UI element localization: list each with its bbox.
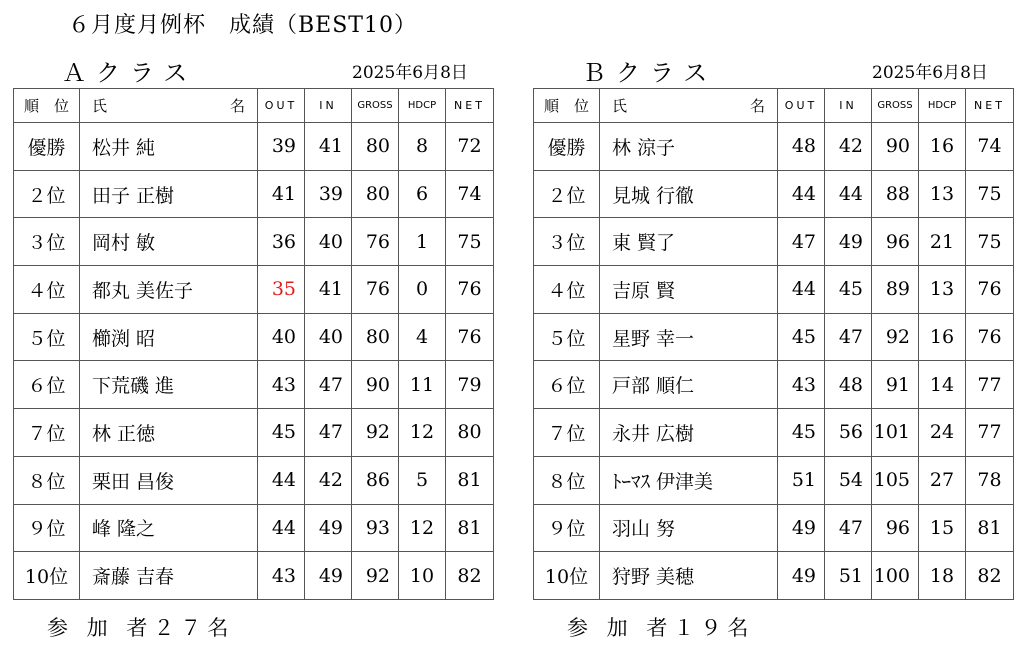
header-out: OUT (778, 89, 825, 123)
gross-score-cell: 96 (872, 504, 919, 552)
net-score-cell: 81 (966, 504, 1014, 552)
out-score-cell: 45 (778, 409, 825, 457)
out-score-cell: 43 (258, 552, 305, 600)
rank-cell: 優勝 (14, 123, 80, 171)
player-name-cell: 松井 純 (80, 123, 258, 171)
hdcp-cell: 10 (399, 552, 446, 600)
net-score-cell: 76 (966, 266, 1014, 314)
hdcp-cell: 0 (399, 266, 446, 314)
in-score-cell: 45 (825, 266, 872, 314)
player-name-cell: 羽山 努 (600, 504, 778, 552)
gross-score-cell: 90 (872, 123, 919, 171)
player-name-cell: 岡村 敏 (80, 218, 258, 266)
table-row (534, 456, 1014, 504)
table-row (14, 170, 494, 218)
header-name-family: 氏 (612, 97, 628, 115)
out-score-cell: 49 (778, 504, 825, 552)
header-hdcp: HDCP (919, 89, 966, 123)
out-score-cell: 36 (258, 218, 305, 266)
hdcp-cell: 11 (399, 361, 446, 409)
player-name-cell: 都丸 美佐子 (80, 266, 258, 314)
out-score-cell: 51 (778, 456, 825, 504)
player-name-cell: 下荒磯 進 (80, 361, 258, 409)
in-score-cell: 40 (305, 313, 352, 361)
class-a-date: 2025年6月8日 (352, 63, 468, 83)
rank-cell: ３位 (14, 218, 80, 266)
in-score-cell: 49 (825, 218, 872, 266)
player-name-cell: 吉原 賢 (600, 266, 778, 314)
player-name-cell: 永井 広樹 (600, 409, 778, 457)
hdcp-cell: 15 (919, 504, 966, 552)
in-score-cell: 48 (825, 361, 872, 409)
in-score-cell: 47 (825, 504, 872, 552)
player-name-cell: 見城 行徹 (600, 170, 778, 218)
header-hdcp: HDCP (399, 89, 446, 123)
hdcp-cell: 12 (399, 409, 446, 457)
in-score-cell: 42 (305, 456, 352, 504)
out-score-cell: 44 (778, 170, 825, 218)
net-score-cell: 78 (966, 456, 1014, 504)
gross-score-cell: 88 (872, 170, 919, 218)
class-a-rows (14, 123, 494, 600)
out-score-cell: 40 (258, 313, 305, 361)
in-score-cell: 47 (305, 409, 352, 457)
player-name-cell: 櫛渕 昭 (80, 313, 258, 361)
page-title: ６月度月例杯 成績（BEST10） (68, 13, 417, 38)
rank-cell: ９位 (14, 504, 80, 552)
class-a-title: Ａクラス (62, 59, 198, 87)
table-row (534, 313, 1014, 361)
table-row (534, 504, 1014, 552)
player-name-cell: 林 涼子 (600, 123, 778, 171)
rank-cell: ６位 (14, 361, 80, 409)
rank-cell: ８位 (14, 456, 80, 504)
player-name-cell: 東 賢了 (600, 218, 778, 266)
net-score-cell: 76 (966, 313, 1014, 361)
rank-cell: ７位 (534, 409, 600, 457)
gross-score-cell: 105 (872, 456, 919, 504)
gross-score-cell: 90 (352, 361, 399, 409)
table-row (534, 218, 1014, 266)
table-row (534, 170, 1014, 218)
gross-score-cell: 76 (352, 218, 399, 266)
out-score-cell: 45 (778, 313, 825, 361)
in-score-cell: 42 (825, 123, 872, 171)
header-in: IN (305, 89, 352, 123)
in-score-cell: 47 (825, 313, 872, 361)
in-score-cell: 49 (305, 504, 352, 552)
class-b-date: 2025年6月8日 (872, 63, 988, 83)
header-rank: 順 位 (534, 89, 600, 123)
in-score-cell: 56 (825, 409, 872, 457)
header-name-family: 氏 (92, 97, 108, 115)
gross-score-cell: 80 (352, 313, 399, 361)
player-name-cell: 星野 幸一 (600, 313, 778, 361)
out-score-cell: 44 (258, 504, 305, 552)
player-name-cell: 戸部 順仁 (600, 361, 778, 409)
gross-score-cell: 92 (352, 552, 399, 600)
rank-cell: ３位 (534, 218, 600, 266)
out-score-cell: 39 (258, 123, 305, 171)
gross-score-cell: 96 (872, 218, 919, 266)
header-gross: GROSS (352, 89, 399, 123)
in-score-cell: 49 (305, 552, 352, 600)
net-score-cell: 81 (446, 456, 494, 504)
header-in: IN (825, 89, 872, 123)
hdcp-cell: 4 (399, 313, 446, 361)
gross-score-cell: 101 (872, 409, 919, 457)
net-score-cell: 76 (446, 313, 494, 361)
hdcp-cell: 27 (919, 456, 966, 504)
net-score-cell: 79 (446, 361, 494, 409)
in-score-cell: 39 (305, 170, 352, 218)
player-name-cell: 峰 隆之 (80, 504, 258, 552)
rank-cell: ６位 (534, 361, 600, 409)
rank-cell: ４位 (14, 266, 80, 314)
out-score-cell: 43 (778, 361, 825, 409)
rank-cell: 10位 (14, 552, 80, 600)
player-name-cell: 斎藤 吉春 (80, 552, 258, 600)
gross-score-cell: 80 (352, 123, 399, 171)
rank-cell: ５位 (14, 313, 80, 361)
hdcp-cell: 1 (399, 218, 446, 266)
in-score-cell: 41 (305, 123, 352, 171)
hdcp-cell: 12 (399, 504, 446, 552)
table-row (14, 504, 494, 552)
net-score-cell: 81 (446, 504, 494, 552)
class-b-participants: 参 加 者１９名 (567, 616, 755, 640)
table-row (534, 266, 1014, 314)
player-name-cell: 田子 正樹 (80, 170, 258, 218)
out-score-cell: 44 (778, 266, 825, 314)
gross-score-cell: 76 (352, 266, 399, 314)
hdcp-cell: 16 (919, 313, 966, 361)
out-score-cell: 47 (778, 218, 825, 266)
header-net: NET (966, 89, 1014, 123)
header-name (80, 89, 258, 123)
class-a-participants: 参 加 者２７名 (47, 616, 235, 640)
class-b-rows (534, 123, 1014, 600)
hdcp-cell: 16 (919, 123, 966, 171)
in-score-cell: 44 (825, 170, 872, 218)
header-name-given: 名 (749, 97, 765, 115)
gross-score-cell: 92 (352, 409, 399, 457)
in-score-cell: 40 (305, 218, 352, 266)
net-score-cell: 82 (446, 552, 494, 600)
rank-cell: ５位 (534, 313, 600, 361)
gross-score-cell: 89 (872, 266, 919, 314)
class-b-title: Ｂクラス (582, 59, 718, 87)
header-name-given: 名 (229, 97, 245, 115)
net-score-cell: 80 (446, 409, 494, 457)
gross-score-cell: 92 (872, 313, 919, 361)
in-score-cell: 51 (825, 552, 872, 600)
table-row (534, 361, 1014, 409)
net-score-cell: 75 (966, 218, 1014, 266)
net-score-cell: 75 (446, 218, 494, 266)
header-net: NET (446, 89, 494, 123)
rank-cell: ８位 (534, 456, 600, 504)
hdcp-cell: 18 (919, 552, 966, 600)
gross-score-cell: 91 (872, 361, 919, 409)
table-row (14, 313, 494, 361)
in-score-cell: 41 (305, 266, 352, 314)
hdcp-cell: 24 (919, 409, 966, 457)
table-row (534, 409, 1014, 457)
player-name-cell: 栗田 昌俊 (80, 456, 258, 504)
net-score-cell: 77 (966, 409, 1014, 457)
rank-cell: ２位 (534, 170, 600, 218)
class-a-results-table (13, 88, 494, 600)
out-score-cell: 45 (258, 409, 305, 457)
player-name-cell: ﾄｰﾏｽ 伊津美 (600, 456, 778, 504)
hdcp-cell: 6 (399, 170, 446, 218)
out-score-cell: 44 (258, 456, 305, 504)
out-score-cell: 49 (778, 552, 825, 600)
out-score-cell: 48 (778, 123, 825, 171)
hdcp-cell: 14 (919, 361, 966, 409)
net-score-cell: 75 (966, 170, 1014, 218)
table-row (14, 456, 494, 504)
header-name (600, 89, 778, 123)
class-b-results-table (533, 88, 1014, 600)
out-score-cell: 43 (258, 361, 305, 409)
in-score-cell: 54 (825, 456, 872, 504)
rank-cell: 10位 (534, 552, 600, 600)
table-row (14, 409, 494, 457)
rank-cell: ７位 (14, 409, 80, 457)
table-row (534, 123, 1014, 171)
header-rank: 順 位 (14, 89, 80, 123)
table-header-row (14, 89, 494, 123)
table-header-row (534, 89, 1014, 123)
table-row (14, 361, 494, 409)
net-score-cell: 74 (446, 170, 494, 218)
hdcp-cell: 21 (919, 218, 966, 266)
out-score-cell: 35 (258, 266, 305, 314)
hdcp-cell: 5 (399, 456, 446, 504)
player-name-cell: 林 正徳 (80, 409, 258, 457)
table-row (14, 123, 494, 171)
net-score-cell: 76 (446, 266, 494, 314)
hdcp-cell: 8 (399, 123, 446, 171)
gross-score-cell: 93 (352, 504, 399, 552)
rank-cell: 優勝 (534, 123, 600, 171)
net-score-cell: 82 (966, 552, 1014, 600)
header-out: OUT (258, 89, 305, 123)
gross-score-cell: 86 (352, 456, 399, 504)
player-name-cell: 狩野 美穂 (600, 552, 778, 600)
rank-cell: ２位 (14, 170, 80, 218)
table-row (14, 552, 494, 600)
out-score-cell: 41 (258, 170, 305, 218)
hdcp-cell: 13 (919, 170, 966, 218)
net-score-cell: 72 (446, 123, 494, 171)
gross-score-cell: 80 (352, 170, 399, 218)
table-row (14, 266, 494, 314)
in-score-cell: 47 (305, 361, 352, 409)
hdcp-cell: 13 (919, 266, 966, 314)
header-gross: GROSS (872, 89, 919, 123)
rank-cell: ４位 (534, 266, 600, 314)
gross-score-cell: 100 (872, 552, 919, 600)
table-row (14, 218, 494, 266)
table-row (534, 552, 1014, 600)
rank-cell: ９位 (534, 504, 600, 552)
net-score-cell: 77 (966, 361, 1014, 409)
net-score-cell: 74 (966, 123, 1014, 171)
